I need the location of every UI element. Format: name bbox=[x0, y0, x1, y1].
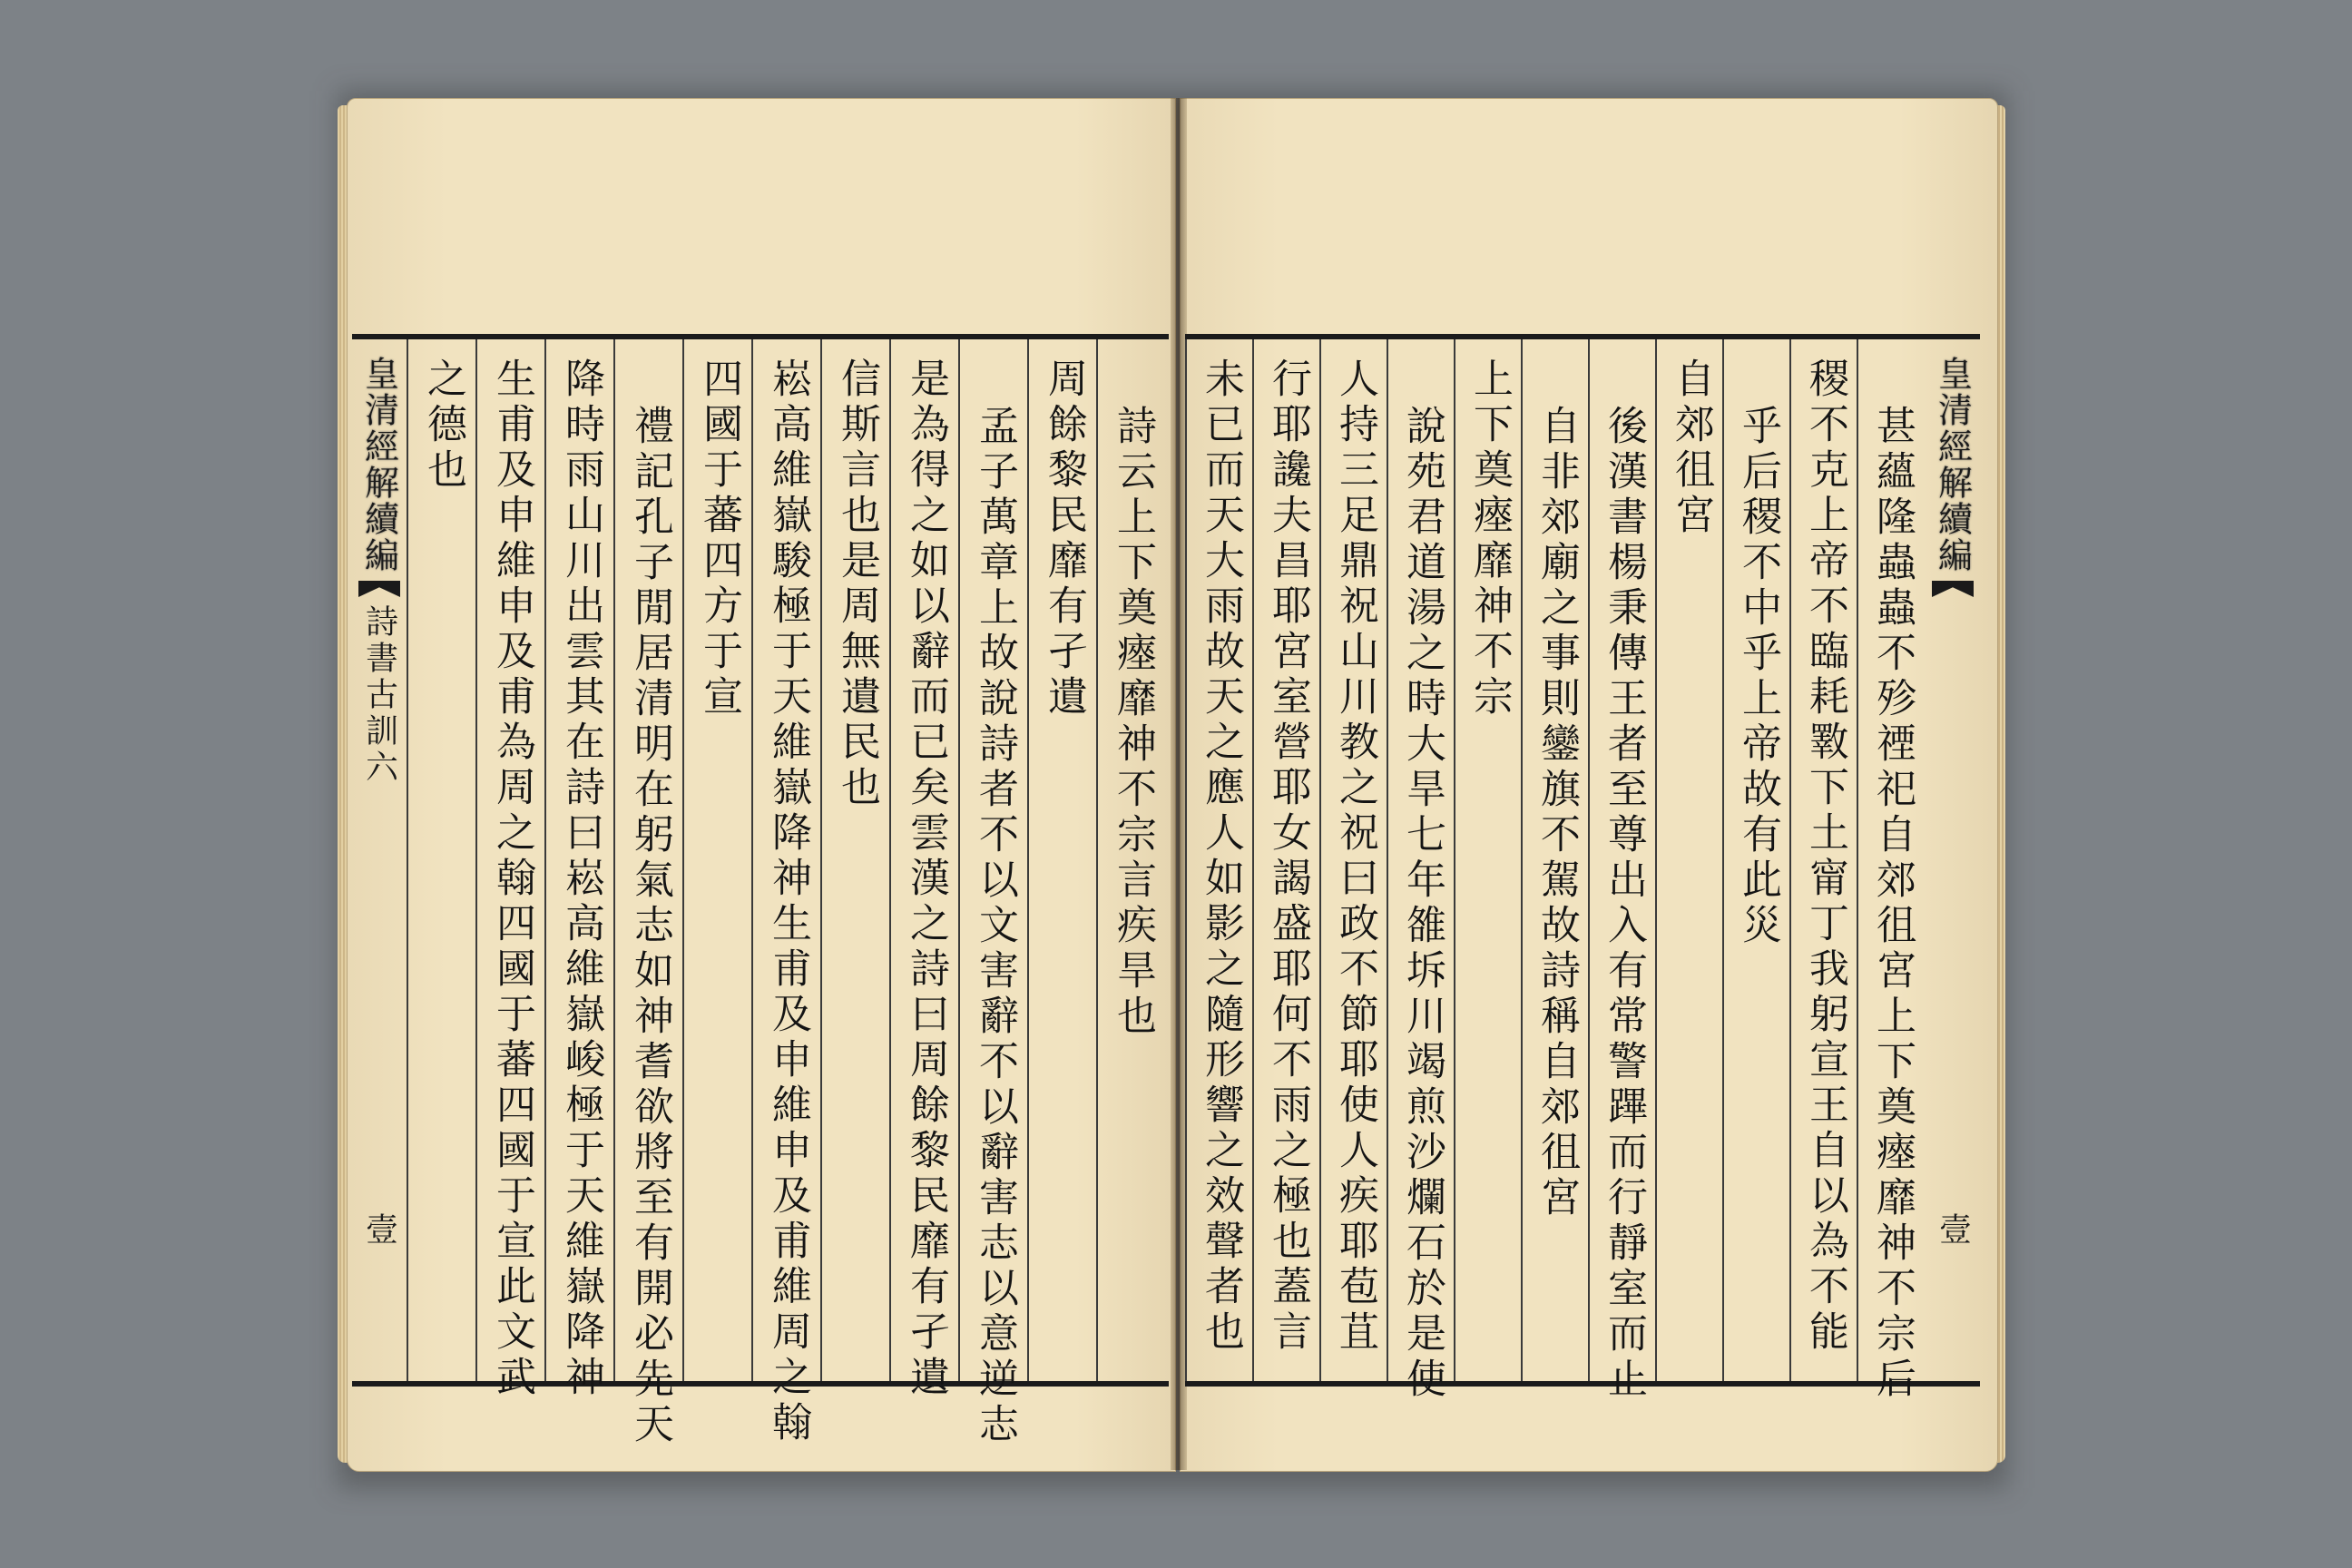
left-banxin bbox=[352, 339, 407, 1381]
right-print-frame bbox=[1185, 334, 1980, 1403]
column-text: 降時雨山川出雲其在詩曰崧高維嶽峻極于天維嶽降神 bbox=[558, 358, 604, 1401]
text-column bbox=[544, 339, 615, 1401]
column-text: 稷不克上帝不臨耗斁下土甯丁我躬宣王自以為不能 bbox=[1802, 358, 1848, 1356]
fishtail-mark-icon bbox=[1932, 581, 1974, 597]
column-text: 信斯言也是周無遺民也 bbox=[834, 358, 880, 811]
column-text: 生甫及申維申及甫為周之翰四國于蕃四國于宣此文武 bbox=[489, 358, 535, 1401]
column-text: 禮記孔子閒居清明在躬氣志如神耆欲將至有開必先天 bbox=[627, 405, 673, 1448]
column-text: 周餘黎民靡有孑遺 bbox=[1041, 358, 1087, 720]
book-title: 皇清經解續編 bbox=[358, 356, 399, 573]
fishtail-mark-icon bbox=[358, 581, 400, 597]
text-column bbox=[751, 339, 822, 1446]
column-text: 後漢書楊秉傳王者至尊出入有常警蹕而行靜室而止 bbox=[1601, 405, 1647, 1403]
text-column bbox=[1655, 339, 1724, 1381]
column-text: 未已而天大雨故天之應人如影之隨形響之效聲者也 bbox=[1198, 358, 1244, 1356]
column-text: 孟子萬章上故說詩者不以文害辭不以辭害志以意逆志 bbox=[972, 405, 1018, 1448]
text-column bbox=[1387, 339, 1455, 1403]
text-column bbox=[1252, 339, 1321, 1381]
text-column bbox=[1319, 339, 1388, 1381]
column-text: 人持三足鼎祝山川教之祝曰政不節耶使人疾耶苞苴 bbox=[1332, 358, 1378, 1356]
text-column bbox=[889, 339, 960, 1401]
text-column bbox=[407, 339, 477, 1381]
text-column bbox=[1521, 339, 1590, 1381]
column-text: 甚蘊隆蟲蟲不殄禋祀自郊徂宮上下奠瘞靡神不宗后 bbox=[1869, 405, 1916, 1403]
text-column bbox=[613, 339, 684, 1448]
book-title: 皇清經解續編 bbox=[1932, 356, 1973, 573]
column-text: 是為得之如以辭而已矣雲漢之詩曰周餘黎民靡有孑遺 bbox=[903, 358, 949, 1401]
section-title: 詩書古訓六 bbox=[360, 604, 398, 786]
text-column bbox=[1588, 339, 1657, 1403]
page-number: 壹 bbox=[360, 1212, 398, 1245]
text-column bbox=[1454, 339, 1523, 1381]
column-text: 說苑君道湯之時大旱七年雒坼川竭煎沙爛石於是使 bbox=[1399, 405, 1446, 1403]
text-column bbox=[682, 339, 753, 1381]
text-column bbox=[1722, 339, 1791, 1381]
column-text: 四國于蕃四方于宣 bbox=[696, 358, 742, 720]
column-text: 乎后稷不中乎上帝故有此災 bbox=[1735, 405, 1781, 949]
text-column bbox=[1185, 339, 1254, 1381]
column-text: 自郊徂宮 bbox=[1668, 358, 1714, 539]
column-text: 崧高維嶽駿極于天維嶽降神生甫及申維申及甫維周之翰 bbox=[765, 358, 811, 1446]
column-text: 上下奠瘞靡神不宗 bbox=[1466, 358, 1513, 720]
column-text: 行耶讒夫昌耶宮室營耶女謁盛耶何不雨之極也蓋言 bbox=[1265, 358, 1311, 1356]
text-column bbox=[820, 339, 891, 1381]
text-column bbox=[958, 339, 1029, 1448]
text-column bbox=[1857, 339, 1926, 1403]
column-text: 之德也 bbox=[420, 358, 466, 494]
page-number: 壹 bbox=[1934, 1212, 1972, 1245]
column-text: 自非郊廟之事則鑾旗不駕故詩稱自郊徂宮 bbox=[1534, 405, 1580, 1221]
right-banxin bbox=[1926, 339, 1980, 1381]
left-print-frame bbox=[352, 334, 1169, 1448]
column-text: 詩云上下奠瘞靡神不宗言疾旱也 bbox=[1110, 405, 1156, 1040]
text-column bbox=[1789, 339, 1858, 1381]
text-column bbox=[1096, 339, 1167, 1381]
text-column bbox=[1027, 339, 1098, 1381]
text-column bbox=[475, 339, 546, 1401]
